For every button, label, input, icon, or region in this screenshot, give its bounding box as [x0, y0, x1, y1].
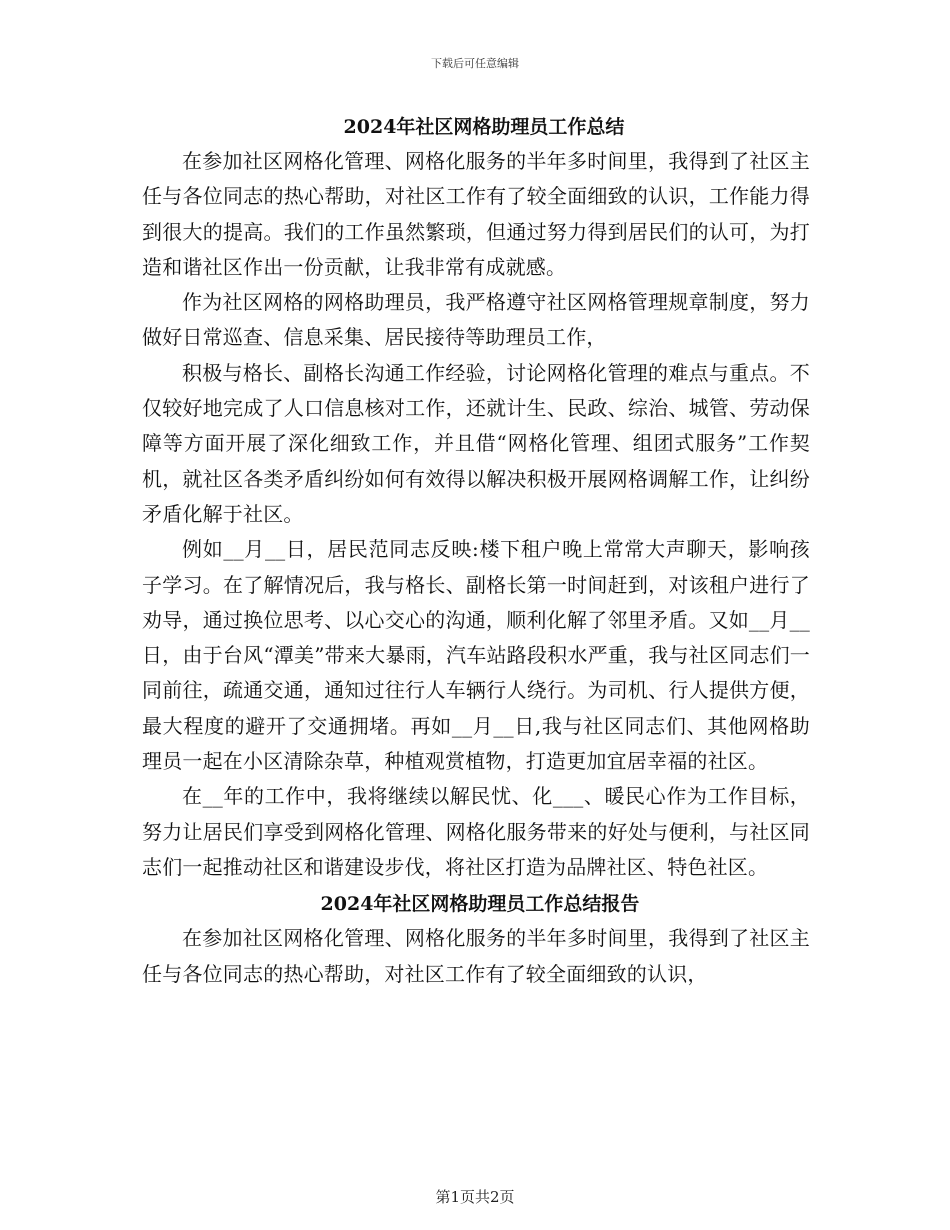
page-number: 第1页共2页: [435, 1188, 515, 1206]
paragraph: 例如__月__日，居民范同志反映:楼下租户晚上常常大声聊天，影响孩子学习。在了解情况后，我与格长、副格长第一时间赶到，对该租户进行了劝导，通过换位思考、以心交心的沟通，顺利化解了邻里矛盾。又如__月__日，由于台风“潭美”带来大暴雨，汽车站路段积水严重，我与社区同志们一同前往，疏通交通，通知过往行人车辆行人绕行。为司机、行人提供方便，最大程度的避开了交通拥堵。再如__月__日,我与社区同志们、其他网格助理员一起在小区清除杂草，种植观赏植物，打造更加宜居幸福的社区。: [142, 537, 810, 774]
paragraph: 积极与格长、副格长沟通工作经验，讨论网格化管理的难点与重点。不仅较好地完成了人口信息核对工作，还就计生、民政、综治、城管、劳动保障等方面开展了深化细致工作，并且借“网格化管理、组团式服务”工作契机，就社区各类矛盾纠纷如何有效得以解决积极开展网格调解工作，让纠纷矛盾化解于社区。: [142, 360, 810, 526]
document-body: [142, 110, 810, 992]
document-title: 2024年社区网格助理员工作总结: [343, 116, 625, 138]
page-header-note: 下载后可任意编辑: [431, 57, 519, 70]
paragraph: 在__年的工作中，我将继续以解民忧、化___、暖民心作为工作目标，努力让居民们享受到网格化管理、网格化服务带来的好处与便利，与社区同志们一起推动社区和谐建设步伐，将社区打造为品牌社区、特色社区。: [142, 784, 810, 879]
paragraph: 作为社区网格的网格助理员，我严格遵守社区网格管理规章制度，努力做好日常巡查、信息采集、居民接待等助理员工作，: [142, 290, 810, 350]
paragraph: 在参加社区网格化管理、网格化服务的半年多时间里，我得到了社区主任与各位同志的热心帮助，对社区工作有了较全面细致的认识，工作能力得到很大的提高。我们的工作虽然繁琐，但通过努力得到居民们的认可，为打造和谐社区作出一份贡献，让我非常有成就感。: [142, 149, 810, 279]
document-subtitle: 2024年社区网格助理员工作总结报告: [320, 893, 640, 916]
paragraph: 在参加社区网格化管理、网格化服务的半年多时间里，我得到了社区主任与各位同志的热心帮助，对社区工作有了较全面细致的认识，: [142, 926, 810, 986]
